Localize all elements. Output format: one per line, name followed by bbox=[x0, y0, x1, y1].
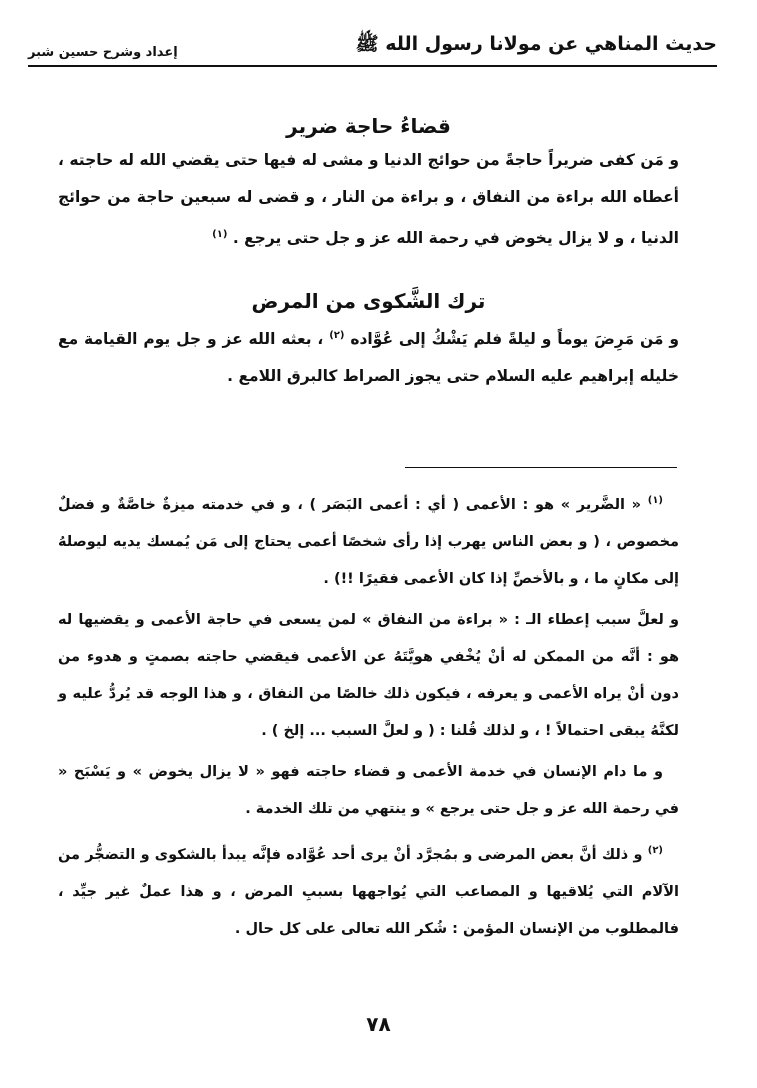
footnote-ref-2: (٢) bbox=[329, 330, 345, 342]
book-title: حديث المناهي عن مولانا رسول الله ﷺ bbox=[355, 33, 717, 55]
header-divider bbox=[28, 65, 717, 67]
footnote-2 bbox=[58, 832, 679, 948]
footnote-1-text: « الضَّرير » هو : الأعمى ( أي : أعمى البَصَر ) ، و في خدمته ميزةٌ خاصَّةٌ و فضلٌ مخصوص ، ( و بعض الناس يهرب إذا رأى شخصًا أعمى يحتاج إلى مَن يُمسك يديه ليوصلهُ إلى مكانٍ ما ، و بالأخصِّ إذا كان الأعمى فقيرًا !!) . bbox=[58, 496, 679, 587]
main-text bbox=[58, 110, 679, 395]
running-header bbox=[28, 24, 717, 60]
footnote-divider bbox=[405, 467, 677, 468]
section-heading-2: ترك الشَّكوى من المرض bbox=[251, 289, 486, 314]
footnote-1-para-2: و لعلَّ سبب إعطاء الـ : « براءة من النفاق » لمن يسعى في حاجة الأعمى و يقضيها له هو : أنَّه من الممكن له أنْ يُخْفي هويَّتَهُ عن الأعمى فيقضي حاجته بصمتٍ و هدوء من دون أنْ يراه الأعمى و يعرفه ، فيكون ذلك خالصًا من النفاق ، و هذا الوجه قد يُردُّ عليه و لكنَّهُ يبقى احتمالاً ! ، و لذلك قُلنا : ( و لعلَّ السبب ... إلخ ) . bbox=[58, 611, 679, 739]
hadith-paragraph-1 bbox=[58, 142, 679, 257]
footnote-2-text: و ذلك أنَّ بعض المرضى و بمُجرَّد أنْ يرى أحد عُوَّاده فإنَّه يبدأ بالشكوى و التضجُّر من الآلام التي يُلاقيها و المصاعب التي يُواجهها بسببِ المرض ، و هذا عملٌ غير جيِّد ، فالمطلوب من الإنسان المؤمن : شُكر الله تعالى على كل حال . bbox=[58, 846, 679, 937]
section-heading-1: قضاءُ حاجة ضرير bbox=[286, 114, 451, 138]
hadith-paragraph-2 bbox=[58, 317, 679, 395]
footnote-ref-1: (١) bbox=[212, 229, 228, 240]
hadith-text-1: و مَن كفى ضريراً حاجةً من حوائج الدنيا و مشى له فيها حتى يقضي الله له حاجته ، أعطاه الله براءة من النفاق ، و براءة من النار ، و قضى له سبعين حاجة من حوائج الدنيا ، و لا يزال يخوض في رحمة الله عز و جل حتى يرجع . bbox=[58, 151, 679, 248]
page-number: ٧٨ bbox=[366, 1012, 391, 1036]
footnote-1 bbox=[58, 482, 679, 598]
hadith-text-2b: ، بعثه الله عز و جل يوم القيامة مع خليله إبراهيم عليه السلام حتى يجوز الصراط كالبرق اللامع . bbox=[58, 330, 679, 386]
hadith-text-2a: و مَن مَرِضَ يوماً و ليلةً فلم يَشْكُ إلى عُوَّاده bbox=[350, 330, 679, 349]
footnote-marker-1: (١) bbox=[647, 495, 663, 506]
footnotes bbox=[58, 482, 679, 952]
footnote-1-para-3: و ما دام الإنسان في خدمة الأعمى و قضاء حاجته فهو « لا يزال يخوض » و يَسْبَح « في رحمة الله عز و جل حتى يرجع » و ينتهي من تلك الخدمة . bbox=[58, 763, 679, 817]
footnote-marker-2: (٢) bbox=[647, 844, 663, 856]
author-credit: إعداد وشرح حسين شبر bbox=[28, 45, 178, 60]
